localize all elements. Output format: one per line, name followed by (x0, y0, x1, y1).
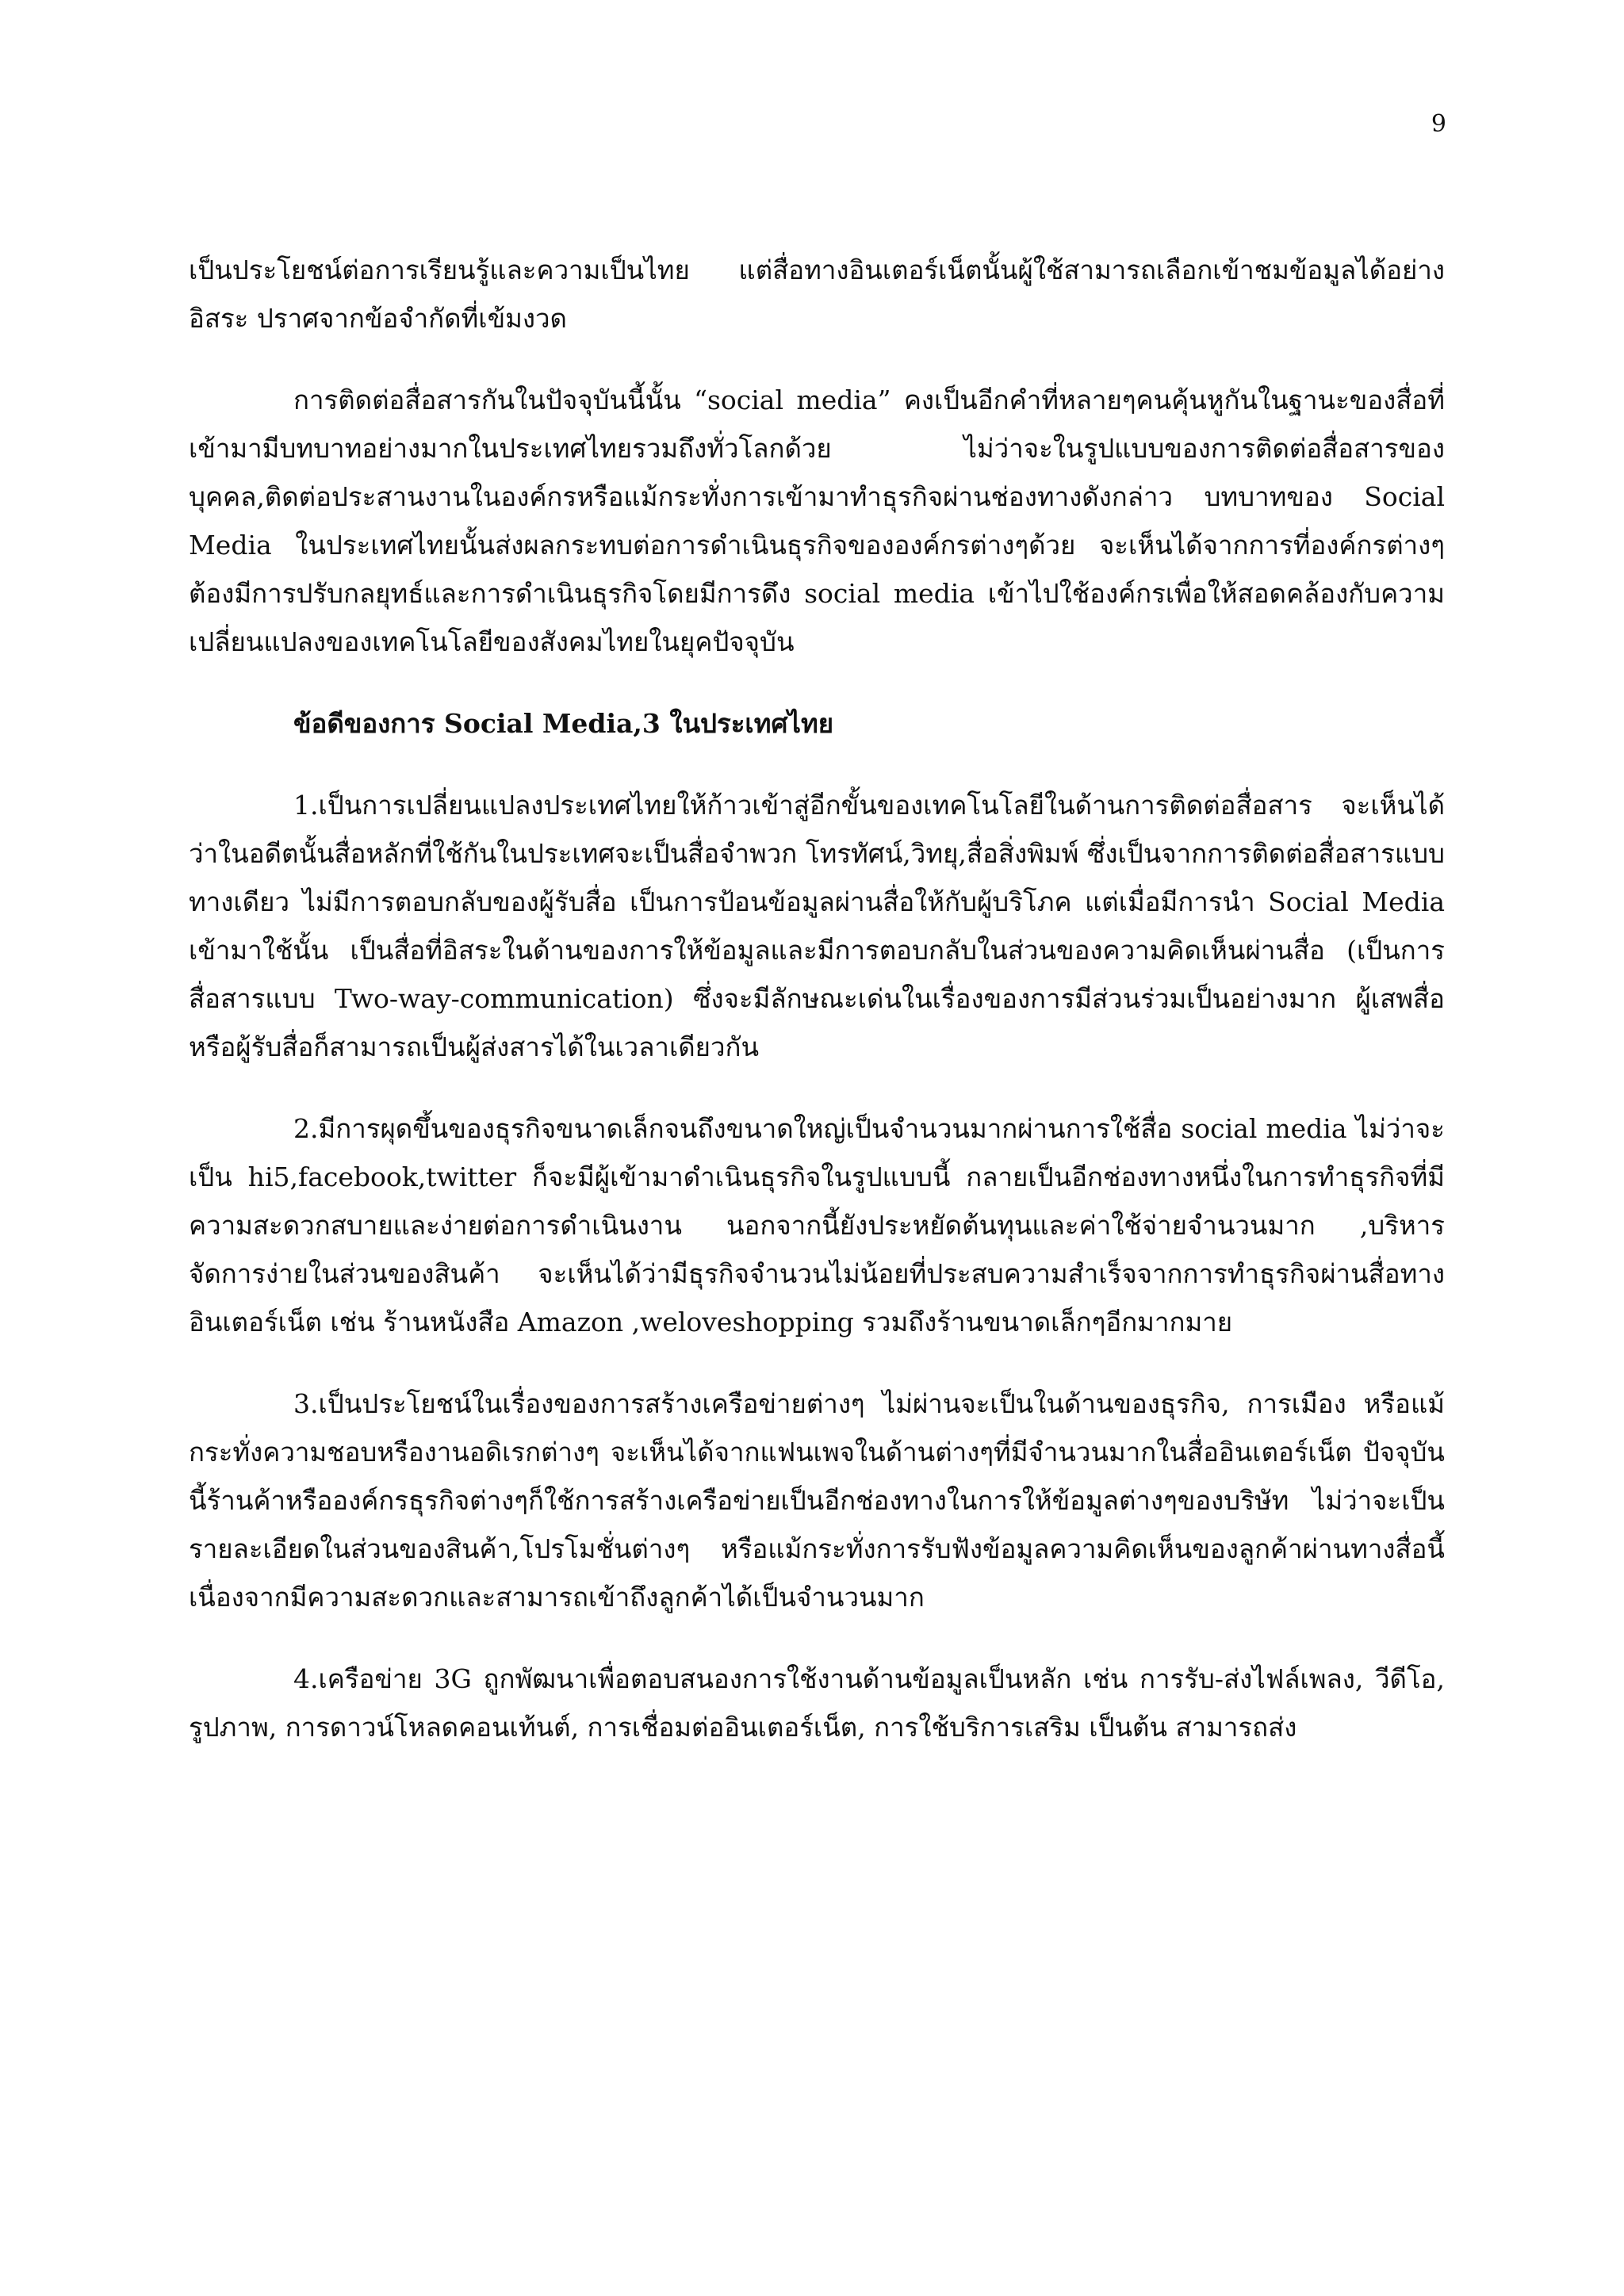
paragraph-point-4: 4.เครือข่าย 3G ถูกพัฒนาเพื่อตอบสนองการใช้งานด้านข้อมูลเป็นหลัก เช่น การรับ-ส่งไฟล์เพลง, วีดีโอ, รูปภาพ, การดาวน์โหลดคอนเท้นต์, การเชื่อมต่ออินเตอร์เน็ต, การใช้บริการเสริม เป็นต้น สามารถส่ง (189, 1663, 1445, 1743)
page-number: 9 (1431, 110, 1446, 138)
paragraph-point-3: 3.เป็นประโยชน์ในเรื่องของการสร้างเครือข่ายต่างๆ ไม่ผ่านจะเป็นในด้านของธุรกิจ, การเมือง หรือแม้กระทั่งความชอบหรืองานอดิเรกต่างๆ จะเห็นได้จากแฟนเพจในด้านต่างๆที่มีจำนวนมากในสื่ออินเตอร์เน็ต ปัจจุบันนี้ร้านค้าหรือองค์กรธุรกิจต่างๆก็ใช้การสร้างเครือข่ายเป็นอีกช่องทางในการให้ข้อมูลต่างๆของบริษัท ไม่ว่าจะเป็นรายละเอียดในส่วนของสินค้า,โปรโมชั่นต่างๆ หรือแม้กระทั่งการรับฟังข้อมูลความคิดเห็นของลูกค้าผ่านทางสื่อนี้ เนื่องจากมีความสะดวกและสามารถเข้าถึงลูกค้าได้เป็นจำนวนมาก (189, 1388, 1445, 1613)
paragraph-social-media-intro: การติดต่อสื่อสารกันในปัจจุบันนี้นั้น “social media” คงเป็นอีกคำที่หลายๆคนคุ้นหูกันในฐานะของสื่อที่เข้ามามีบทบาทอย่างมากในประเทศไทยรวมถึงทั่วโลกด้วย ไม่ว่าจะในรูปแบบของการติดต่อสื่อสารของบุคคล,ติดต่อประสานงานในองค์กรหรือแม้กระทั่งการเข้ามาทำธุรกิจผ่านช่องทางดังกล่าว บทบาทของ Social Media ในประเทศไทยนั้นส่งผลกระทบต่อการดำเนินธุรกิจขององค์กรต่างๆด้วย จะเห็นได้จากการที่องค์กรต่างๆต้องมีการปรับกลยุทธ์และการดำเนินธุรกิจโดยมีการดึง social media เข้าไปใช้องค์กรเพื่อให้สอดคล้องกับความเปลี่ยนแปลงของเทคโนโลยีของสังคมไทยในยุคปัจจุบัน (189, 385, 1445, 657)
paragraph-point-1: 1.เป็นการเปลี่ยนแปลงประเทศไทยให้ก้าวเข้าสู่อีกขั้นของเทคโนโลยีในด้านการติดต่อสื่อสาร จะเห็นได้ว่าในอดีตนั้นสื่อหลักที่ใช้กันในประเทศจะเป็นสื่อจำพวก โทรทัศน์,วิทยุ,สื่อสิ่งพิมพ์ ซึ่งเป็นจากการติดต่อสื่อสารแบบทางเดียว ไม่มีการตอบกลับของผู้รับสื่อ เป็นการป้อนข้อมูลผ่านสื่อให้กับผู้บริโภค แต่เมื่อมีการนำ Social Media เข้ามาใช้นั้น เป็นสื่อที่อิสระในด้านของการให้ข้อมูลและมีการตอบกลับในส่วนของความคิดเห็นผ่านสื่อ (เป็นการสื่อสารแบบ Two-way-communication) ซึ่งจะมีลักษณะเด่นในเรื่องของการมีส่วนร่วมเป็นอย่างมาก ผู้เสพสื่อหรือผู้รับสื่อก็สามารถเป็นผู้ส่งสารได้ในเวลาเดียวกัน (189, 790, 1445, 1062)
document-body (189, 246, 1445, 1785)
paragraph-continuation: เป็นประโยชน์ต่อการเรียนรู้และความเป็นไทย แต่สื่อทางอินเตอร์เน็ตนั้นผู้ใช้สามารถเลือกเข้าชมข้อมูลได้อย่างอิสระ ปราศจากข้อจำกัดที่เข้มงวด (189, 254, 1445, 334)
section-heading: ข้อดีของการ Social Media,3 ในประเทศไทย (293, 708, 834, 739)
paragraph-point-2: 2.มีการผุดขึ้นของธุรกิจขนาดเล็กจนถึงขนาดใหญ่เป็นจำนวนมากผ่านการใช้สื่อ social media ไม่ว่าจะเป็น hi5,facebook,twitter ก็จะมีผู้เข้ามาดำเนินธุรกิจในรูปแบบนี้ กลายเป็นอีกช่องทางหนึ่งในการทำธุรกิจที่มีความสะดวกสบายและง่ายต่อการดำเนินงาน นอกจากนี้ยังประหยัดต้นทุนและค่าใช้จ่ายจำนวนมาก ,บริหารจัดการง่ายในส่วนของสินค้า จะเห็นได้ว่ามีธุรกิจจำนวนไม่น้อยที่ประสบความสำเร็จจากการทำธุรกิจผ่านสื่อทางอินเตอร์เน็ต เช่น ร้านหนังสือ Amazon ,weloveshopping รวมถึงร้านขนาดเล็กๆอีกมากมาย (189, 1113, 1445, 1337)
